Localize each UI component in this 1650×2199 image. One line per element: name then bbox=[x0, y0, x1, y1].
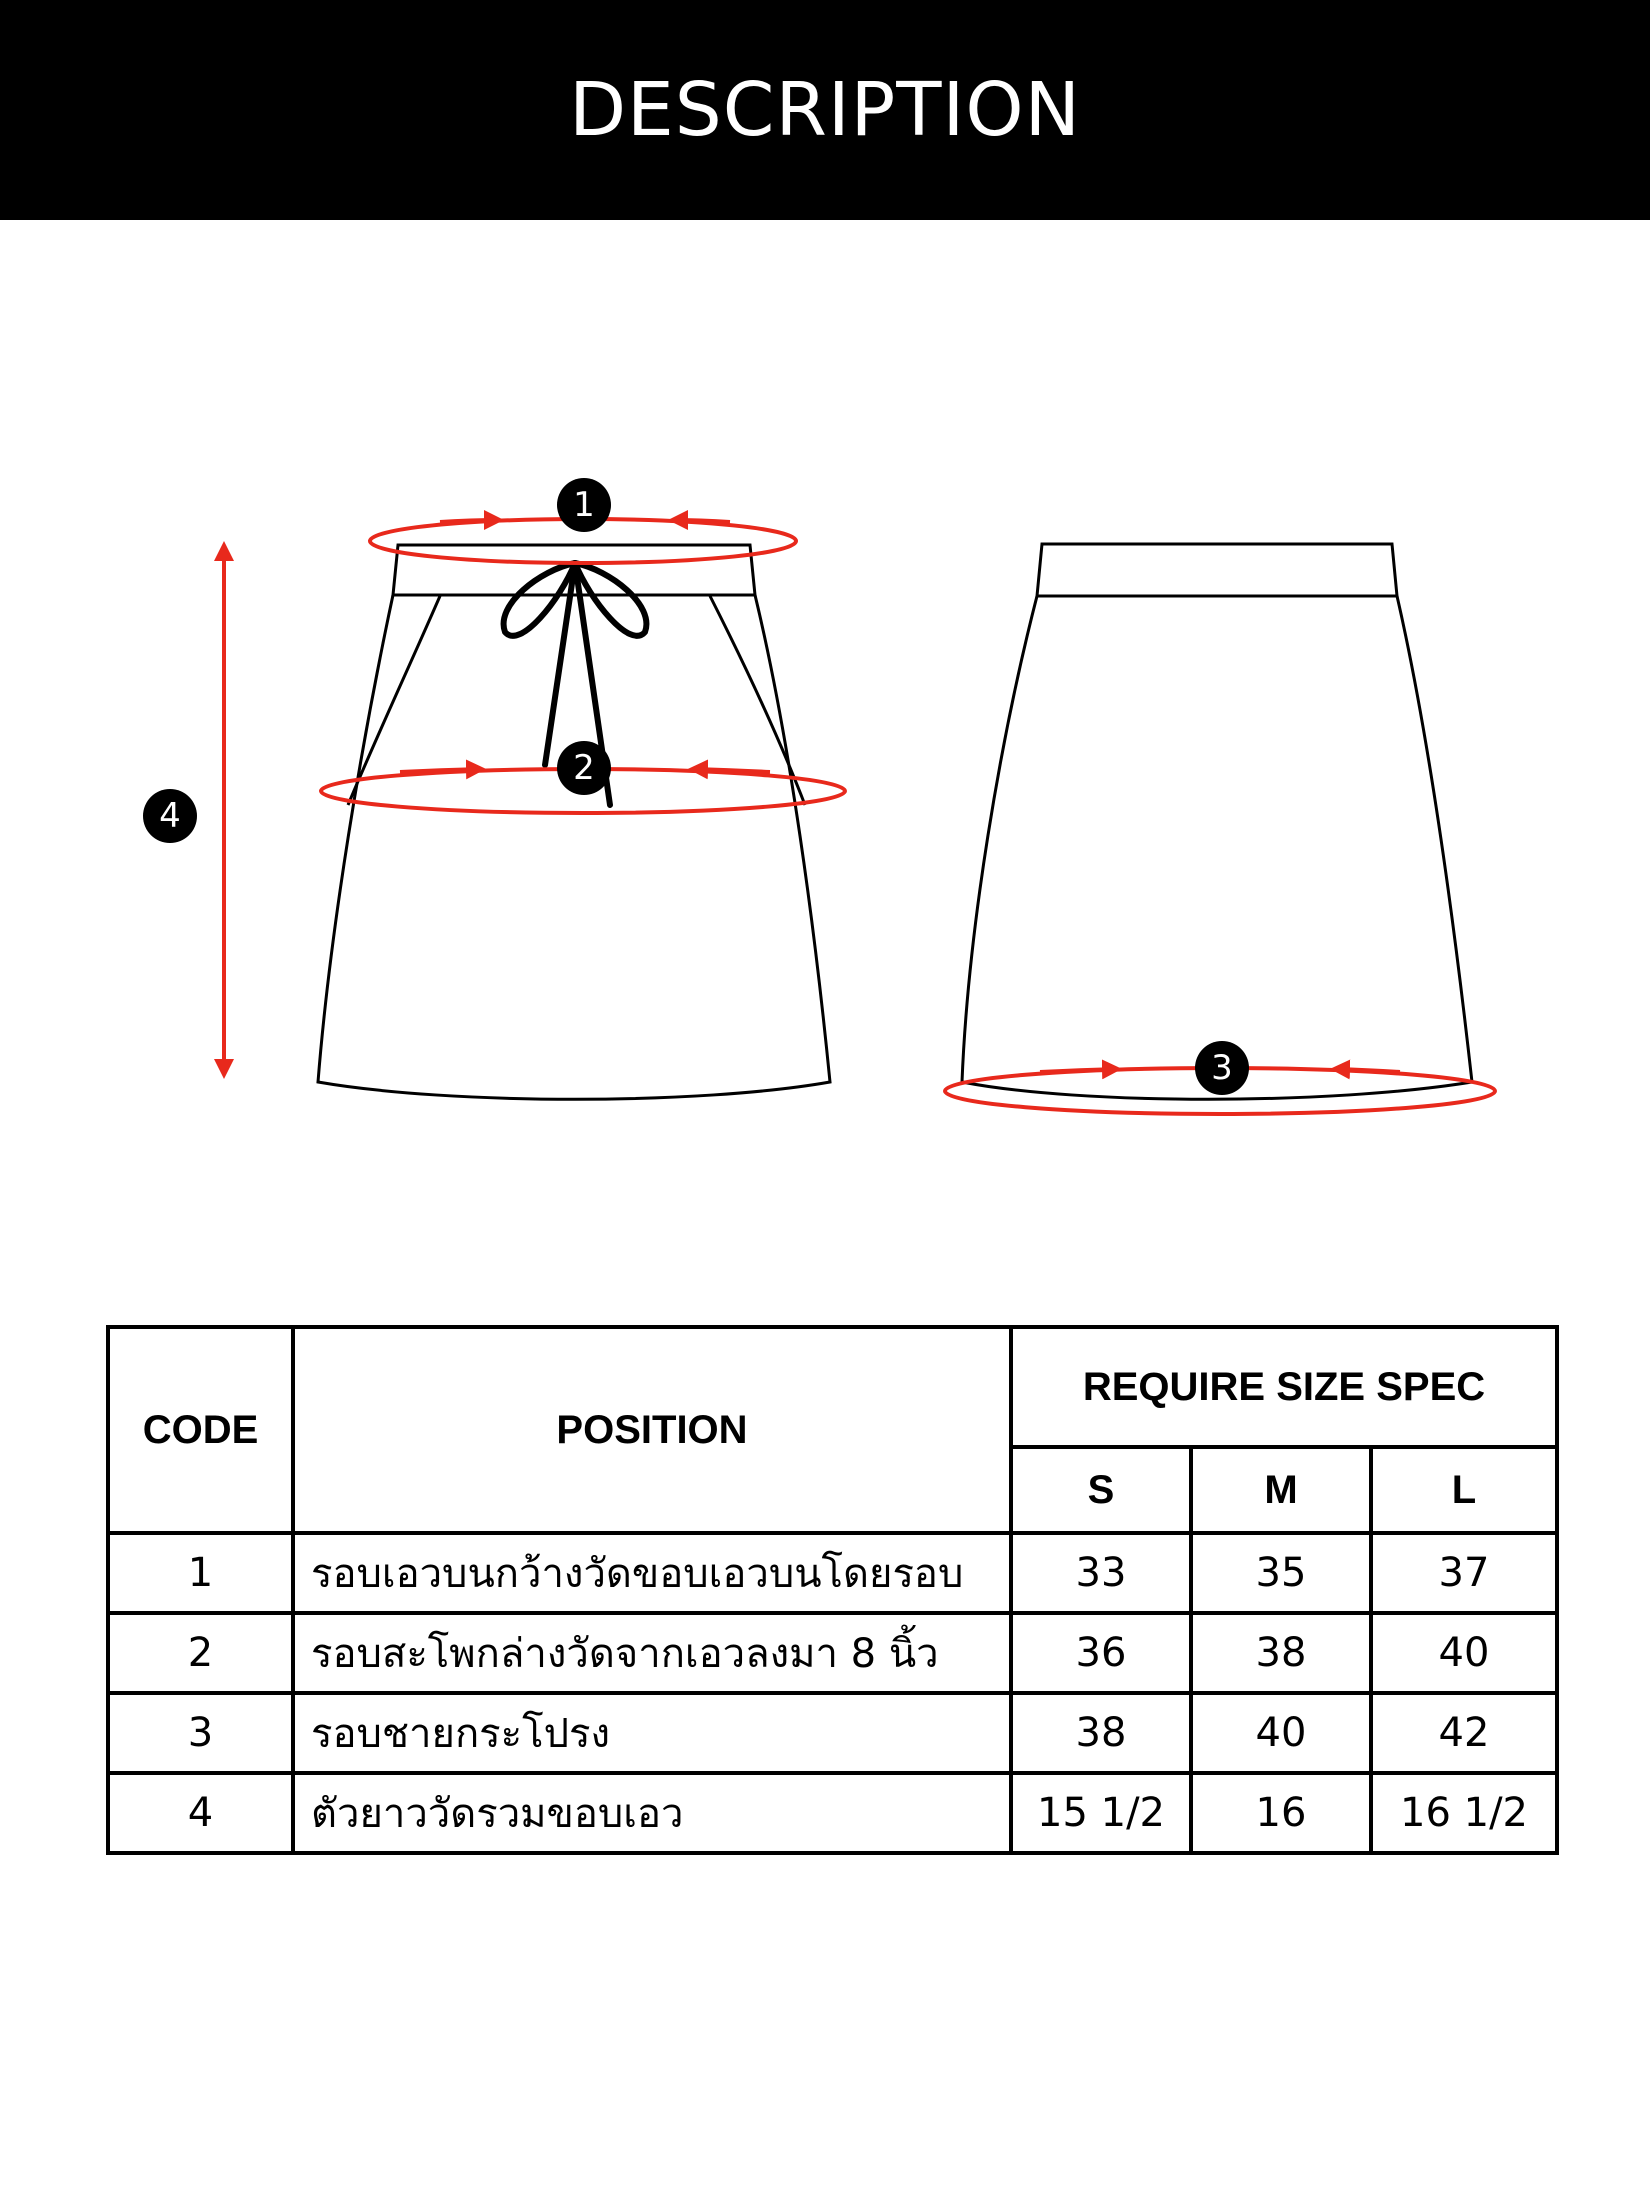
callout-3-label: 3 bbox=[1211, 1048, 1233, 1088]
callout-1 bbox=[557, 478, 611, 532]
waist-arrow-right bbox=[672, 520, 730, 522]
callout-2 bbox=[557, 741, 611, 795]
row-size-m: 35 bbox=[1191, 1533, 1371, 1613]
row-code: 4 bbox=[108, 1773, 293, 1853]
row-code: 1 bbox=[108, 1533, 293, 1613]
size-s-header: S bbox=[1011, 1447, 1191, 1533]
row-size-s: 36 bbox=[1011, 1613, 1191, 1693]
row-code: 3 bbox=[108, 1693, 293, 1773]
callout-4-label: 4 bbox=[159, 796, 181, 836]
back-skirt-body bbox=[962, 596, 1472, 1099]
measure-arrows bbox=[224, 520, 1400, 1075]
back-waistband bbox=[1037, 544, 1397, 596]
row-size-s: 15 1/2 bbox=[1011, 1773, 1191, 1853]
callout-2-label: 2 bbox=[573, 748, 595, 788]
row-size-s: 38 bbox=[1011, 1693, 1191, 1773]
size-l-header: L bbox=[1371, 1447, 1557, 1533]
table-row bbox=[108, 1773, 1557, 1853]
row-size-m: 16 bbox=[1191, 1773, 1371, 1853]
size-spec-table bbox=[106, 1325, 1559, 1855]
table-row bbox=[108, 1693, 1557, 1773]
callout-1-label: 1 bbox=[573, 485, 595, 525]
code-header: CODE bbox=[108, 1327, 293, 1533]
row-size-l: 37 bbox=[1371, 1533, 1557, 1613]
row-position: รอบเอวบนกว้างวัดขอบเอวบนโดยรอบ bbox=[293, 1533, 1011, 1613]
position-header: POSITION bbox=[293, 1327, 1011, 1533]
table-row bbox=[108, 1533, 1557, 1613]
row-size-s: 33 bbox=[1011, 1533, 1191, 1613]
front-skirt-drawing bbox=[318, 545, 830, 1099]
row-size-l: 16 1/2 bbox=[1371, 1773, 1557, 1853]
spec-header: REQUIRE SIZE SPEC bbox=[1011, 1327, 1557, 1447]
callout-3 bbox=[1195, 1041, 1249, 1095]
front-skirt-body bbox=[318, 595, 830, 1099]
row-size-m: 38 bbox=[1191, 1613, 1371, 1693]
row-size-m: 40 bbox=[1191, 1693, 1371, 1773]
row-position: ตัวยาววัดรวมขอบเอว bbox=[293, 1773, 1011, 1853]
row-code: 2 bbox=[108, 1613, 293, 1693]
row-size-l: 40 bbox=[1371, 1613, 1557, 1693]
page-title: DESCRIPTION bbox=[569, 67, 1081, 153]
row-size-l: 42 bbox=[1371, 1693, 1557, 1773]
callout-4 bbox=[143, 789, 197, 843]
row-position: รอบสะโพกล่างวัดจากเอวลงมา 8 นิ้ว bbox=[293, 1613, 1011, 1693]
size-m-header: M bbox=[1191, 1447, 1371, 1533]
table-row bbox=[108, 1613, 1557, 1693]
row-position: รอบชายกระโปรง bbox=[293, 1693, 1011, 1773]
back-skirt-drawing bbox=[962, 544, 1472, 1099]
waist-arrow-left bbox=[440, 520, 500, 522]
measure-lines bbox=[321, 519, 1495, 1114]
table-header-row bbox=[108, 1327, 1557, 1447]
